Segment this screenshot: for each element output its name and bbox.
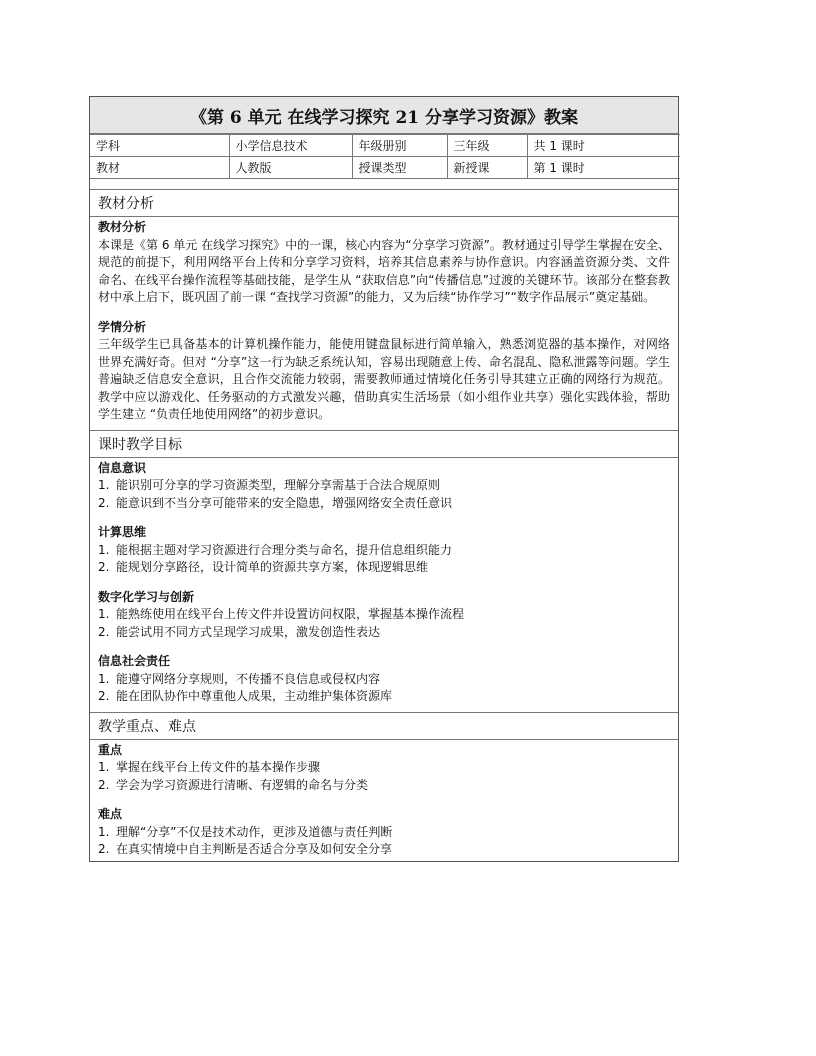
item-number: 2.	[98, 560, 110, 574]
item-number: 1.	[98, 671, 110, 686]
info-cell-grade-label: 年级册别	[352, 135, 447, 157]
list-item	[98, 559, 670, 577]
paragraph-learner-analysis: 三年级学生已具备基本的计算机操作能力，能使用键盘鼠标进行简单输入，熟悉浏览器的基本操作，对网络世界充满好奇。但对 “分享”这一行为缺乏系统认知，容易出现随意上传、命名混乱、隐私泄露等问题。学生普遍缺乏信息安全意识，且合作交流能力较弱，需要教师通过情境化任务引导其建立正确的网络行为规范。教学中应以游戏化、任务驱动的方式激发兴趣，借助真实生活场景（如小组作业共享）强化实践体验，帮助学生建立 “负责任地使用网络”的初步意识。	[98, 337, 670, 421]
info-row	[90, 157, 680, 179]
objective-group	[98, 460, 670, 513]
item-number: 2.	[98, 842, 110, 856]
list-item	[98, 495, 670, 513]
item-number: 1.	[98, 824, 110, 839]
info-cell-subject-label: 学科	[90, 135, 229, 157]
subheading-textbook-analysis: 教材分析	[98, 220, 147, 234]
section-heading-keypoints: 教学重点、难点	[90, 712, 678, 740]
item-text: 能熟练使用在线平台上传文件并设置访问权限，掌握基本操作流程	[116, 607, 465, 621]
info-cell-textbook-label: 教材	[90, 157, 229, 179]
item-text: 能规划分享路径，设计简单的资源共享方案，体现逻辑思维	[116, 560, 429, 574]
section-objectives	[90, 458, 678, 708]
info-cell-textbook: 人教版	[229, 157, 352, 179]
info-row	[90, 135, 680, 157]
info-cell-lesson-type-label: 授课类型	[352, 157, 447, 179]
section-heading-objectives: 课时教学目标	[90, 430, 678, 458]
list-item	[98, 688, 670, 706]
info-cell-lesson-type: 新授课	[447, 157, 527, 179]
keypoint-group	[98, 742, 670, 795]
keypoint-group	[98, 806, 670, 859]
objective-group	[98, 524, 670, 577]
item-number: 2.	[98, 777, 110, 792]
paragraph-textbook-analysis: 本课是《第 6 单元 在线学习探究》中的一课，核心内容为“分享学习资源”。教材通过引导学生掌握在安全、规范的前提下，利用网络平台上传和分享学习资料，培养其信息素养与协作意识。内容涵盖资源分类、文件命名、在线平台操作流程等基础技能，是学生从 “获取信息”向“传播信息”过渡的关键环节。该部分在整套教材中承上启下，既巩固了前一课 “查找学习资源”的能力，又为后续“协作学习”“数字作品展示”奠定基础。	[98, 237, 670, 304]
list-item	[98, 624, 670, 642]
info-table	[90, 134, 680, 179]
subheading-learner-analysis: 学情分析	[98, 319, 147, 334]
info-cell-lesson-number: 第 1 课时	[527, 157, 680, 179]
item-text: 能在团队协作中尊重他人成果，主动维护集体资源库	[116, 689, 393, 703]
item-number: 2.	[98, 495, 110, 510]
item-text: 掌握在线平台上传文件的基本操作步骤	[116, 760, 321, 774]
item-number: 2.	[98, 624, 110, 639]
list-item	[98, 606, 670, 624]
list-item	[98, 824, 670, 842]
item-text: 理解“分享”不仅是技术动作，更涉及道德与责任判断	[116, 824, 393, 839]
item-number: 2.	[98, 689, 110, 703]
section-keypoints	[90, 740, 678, 861]
item-text: 能意识到不当分享可能带来的安全隐患，增强网络安全责任意识	[116, 495, 453, 510]
item-text: 学会为学习资源进行清晰、有逻辑的命名与分类	[116, 777, 369, 792]
list-item	[98, 477, 670, 495]
item-number: 1.	[98, 542, 110, 557]
item-text: 能遵守网络分享规则，不传播不良信息或侵权内容	[116, 671, 381, 686]
list-item	[98, 777, 670, 795]
document-title: 《第 6 单元 在线学习探究 21 分享学习资源》教案	[90, 97, 678, 134]
lesson-plan-sheet	[89, 96, 679, 862]
objective-group-title: 计算思维	[98, 525, 147, 539]
objective-group	[98, 653, 670, 706]
list-item	[98, 759, 670, 777]
item-text: 能尝试用不同方式呈现学习成果，激发创造性表达	[116, 624, 381, 639]
item-number: 1.	[98, 478, 110, 492]
list-item	[98, 841, 670, 859]
item-number: 1.	[98, 607, 110, 621]
item-text: 在真实情境中自主判断是否适合分享及如何安全分享	[116, 842, 393, 856]
info-cell-total-hours: 共 1 课时	[527, 135, 680, 157]
list-item	[98, 542, 670, 560]
item-text: 能识别可分享的学习资源类型，理解分享需基于合法合规原则	[116, 478, 441, 492]
section-analysis	[90, 217, 678, 426]
keypoint-group-title: 难点	[98, 807, 123, 821]
keypoint-group-title: 重点	[98, 742, 123, 757]
section-heading-analysis: 教材分析	[90, 189, 678, 217]
item-number: 1.	[98, 760, 110, 774]
objective-group-title: 信息意识	[98, 460, 147, 475]
objective-group-title: 信息社会责任	[98, 654, 171, 668]
objective-group-title: 数字化学习与创新	[98, 589, 195, 604]
objective-group	[98, 589, 670, 642]
item-text: 能根据主题对学习资源进行合理分类与命名，提升信息组织能力	[116, 542, 453, 557]
info-cell-grade: 三年级	[447, 135, 527, 157]
list-item	[98, 671, 670, 689]
info-cell-subject: 小学信息技术	[229, 135, 352, 157]
